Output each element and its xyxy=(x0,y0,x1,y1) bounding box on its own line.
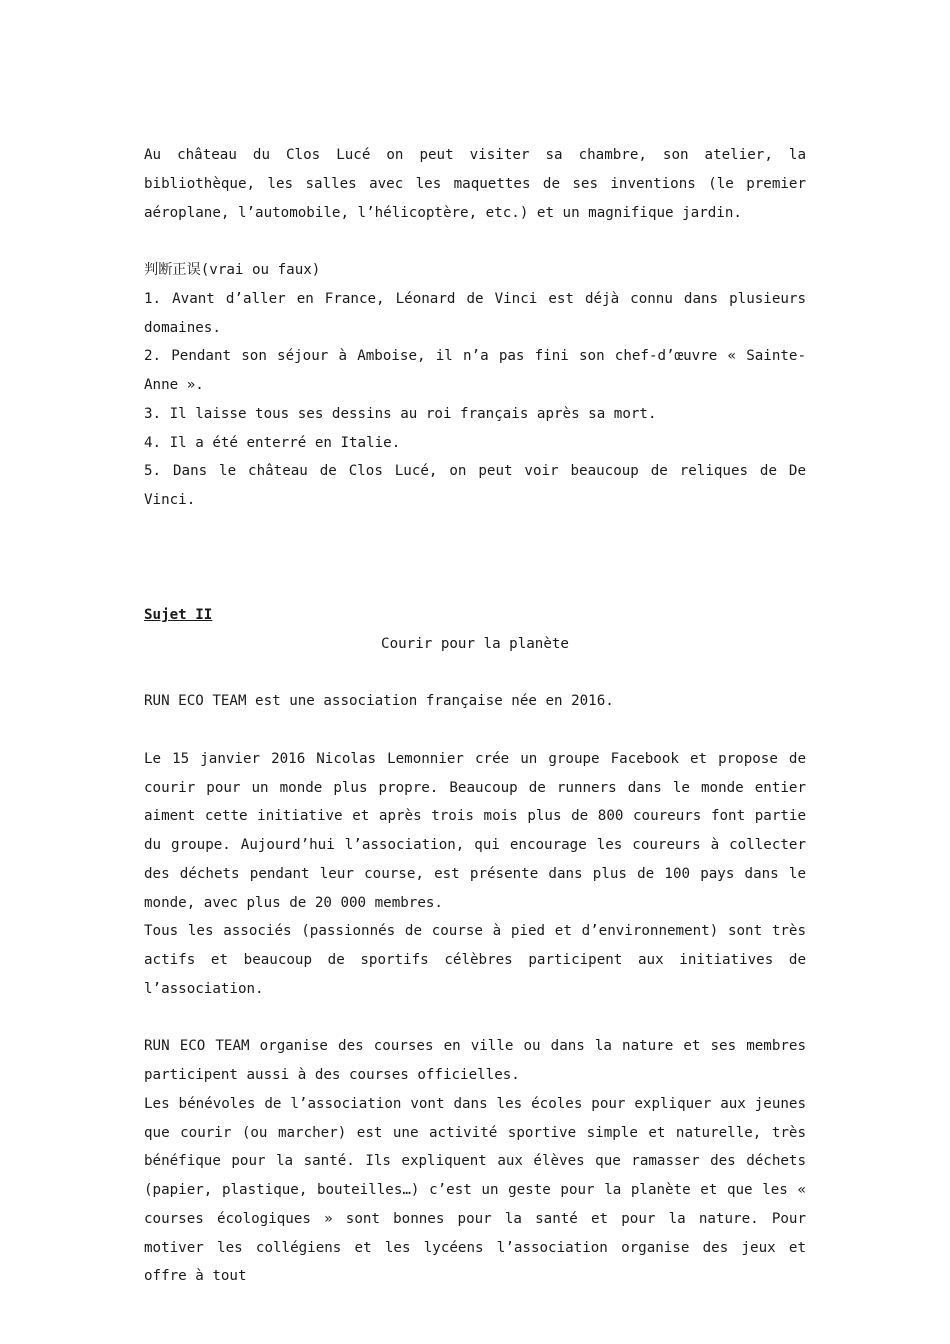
statement-item-1: 1. Avant d’aller en France, Léonard de Vinci est déjà connu dans plusieurs domaines. xyxy=(144,290,806,336)
article-paragraph-2: Le 15 janvier 2016 Nicolas Lemonnier crée un groupe Facebook et propose de courir pour un monde plus propre. Beaucoup de runners dans le monde entier aiment cette initiative et après trois mois plus de 800 coureurs font partie du groupe. Aujourd’hui l’association, qui encourage les coureurs à collecter des déchets pendant leur course, est présente dans plus de 100 pays dans le monde, avec plus de 20 000 membres. xyxy=(144,750,806,911)
statement-item-2: 2. Pendant son séjour à Amboise, il n’a pas fini son chef-d’œuvre « Sainte-Anne ». xyxy=(144,348,806,393)
article-paragraph-1: RUN ECO TEAM est une association française née en 2016. xyxy=(144,693,614,710)
statement-item-4: 4. Il a été enterré en Italie. xyxy=(144,434,401,451)
exercise-heading: 判断正误(vrai ou faux) xyxy=(144,262,321,278)
article-paragraph-3: Tous les associés (passionnés de course à pied et d’environnement) sont très actifs et beaucoup de sportifs célèbres participent aux initiatives de l’association. xyxy=(144,923,806,997)
spacer xyxy=(144,716,806,745)
section-label: Sujet II xyxy=(144,607,213,623)
spacer xyxy=(144,572,806,601)
spacer xyxy=(144,515,806,573)
document-page xyxy=(144,141,806,1291)
intro-paragraph: Au château du Clos Lucé on peut visiter sa chambre, son atelier, la bibliothèque, les salles avec les maquettes de ses inventions (le premier aéroplane, l’automobile, l’hélicoptère, etc.) et un magnifique jardin. xyxy=(144,147,806,221)
spacer xyxy=(144,1004,806,1033)
spacer xyxy=(144,659,806,688)
statement-item-3: 3. Il laisse tous ses dessins au roi français après sa mort. xyxy=(144,405,657,422)
statement-item-5: 5. Dans le château de Clos Lucé, on peut voir beaucoup de reliques de De Vinci. xyxy=(144,463,806,508)
statement-list xyxy=(144,285,806,515)
article-paragraph-5: Les bénévoles de l’association vont dans les écoles pour expliquer aux jeunes que courir (ou marcher) est une activité sportive simple et naturelle, très bénéfique pour la santé. Ils expliquent aux élèves que ramasser des déchets (papier, plastique, bouteilles…) c’est un geste pour la planète et que les « courses écologiques » sont bonnes pour la santé et pour la nature. Pour motiver les collégiens et les lycéens l’association organise des jeux et offre à tout xyxy=(144,1095,806,1285)
spacer xyxy=(144,227,806,256)
article-paragraph-4: RUN ECO TEAM organise des courses en ville ou dans la nature et ses membres participent aussi à des courses officielles. xyxy=(144,1038,806,1083)
article-title: Courir pour la planète xyxy=(381,635,569,652)
